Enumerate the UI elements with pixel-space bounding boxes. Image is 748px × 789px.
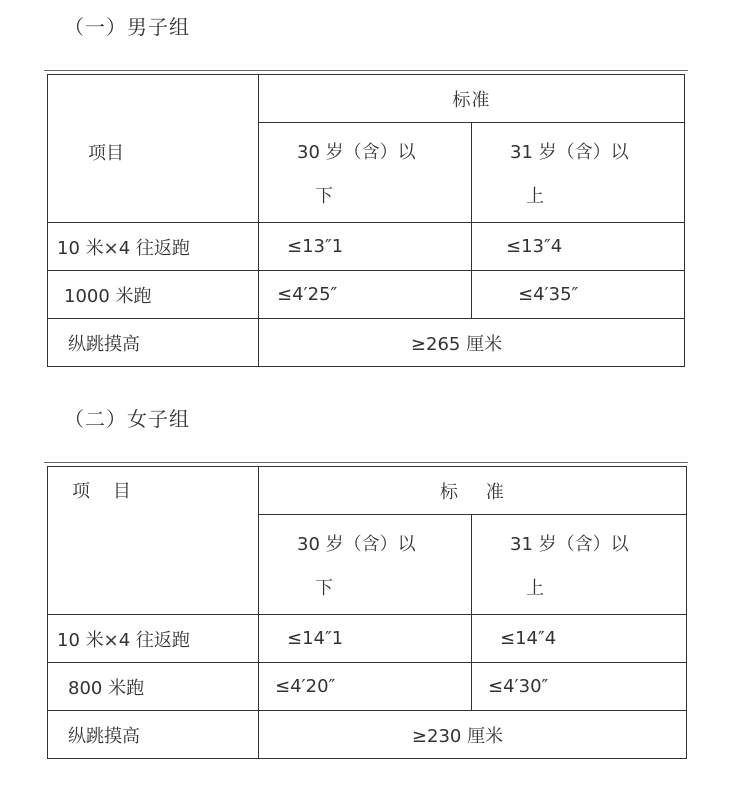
row-value-31: ≤13″4 [472, 223, 685, 271]
age-30-line1: 30 岁（含）以 [297, 141, 416, 163]
section-rule [44, 462, 688, 463]
project-header [48, 75, 259, 223]
age-30-line2: 下 [315, 185, 333, 207]
project-header-label: 项目 [88, 143, 124, 164]
men-standards-table [47, 74, 685, 367]
row-item: 1000 米跑 [48, 271, 259, 319]
table-row [48, 271, 685, 319]
age-30-under-header [259, 123, 472, 223]
age-31-line1: 31 岁（含）以 [510, 141, 629, 163]
women-standards-table [47, 466, 687, 759]
age-30-line1: 30 岁（含）以 [297, 533, 416, 555]
row-value-all: ≥265 厘米 [259, 319, 685, 367]
age-31-line2: 上 [526, 577, 544, 599]
row-value-31: ≤14″4 [472, 615, 687, 663]
row-item: 纵跳摸高 [48, 711, 259, 759]
row-value-31: ≤4′35″ [472, 271, 685, 319]
row-value-30: ≤4′20″ [259, 663, 472, 711]
age-30-line2: 下 [315, 577, 333, 599]
row-value-all: ≥230 厘米 [259, 711, 687, 759]
project-header [48, 467, 259, 615]
row-value-31: ≤4′30″ [472, 663, 687, 711]
standard-header [259, 467, 687, 515]
table-row [48, 615, 687, 663]
age-30-under-header [259, 515, 472, 615]
project-header-label: 项 目 [72, 481, 131, 502]
row-value-30: ≤14″1 [259, 615, 472, 663]
section-rule [44, 70, 688, 71]
men-group-heading: （一）男子组 [64, 15, 190, 39]
standard-header-label: 标准 [452, 89, 491, 111]
row-value-30: ≤13″1 [259, 223, 472, 271]
table-row [48, 663, 687, 711]
row-item: 10 米×4 往返跑 [48, 223, 259, 271]
row-item: 800 米跑 [48, 663, 259, 711]
table-row [48, 711, 687, 759]
age-31-line2: 上 [526, 185, 544, 207]
row-item: 10 米×4 往返跑 [48, 615, 259, 663]
table-row [48, 319, 685, 367]
age-31-over-header [472, 515, 687, 615]
age-31-line1: 31 岁（含）以 [510, 533, 629, 555]
row-item: 纵跳摸高 [48, 319, 259, 367]
table-row [48, 223, 685, 271]
standard-header [259, 75, 685, 123]
row-value-30: ≤4′25″ [259, 271, 472, 319]
age-31-over-header [472, 123, 685, 223]
women-group-heading: （二）女子组 [64, 407, 190, 431]
standard-header-label: 标 准 [440, 481, 505, 503]
